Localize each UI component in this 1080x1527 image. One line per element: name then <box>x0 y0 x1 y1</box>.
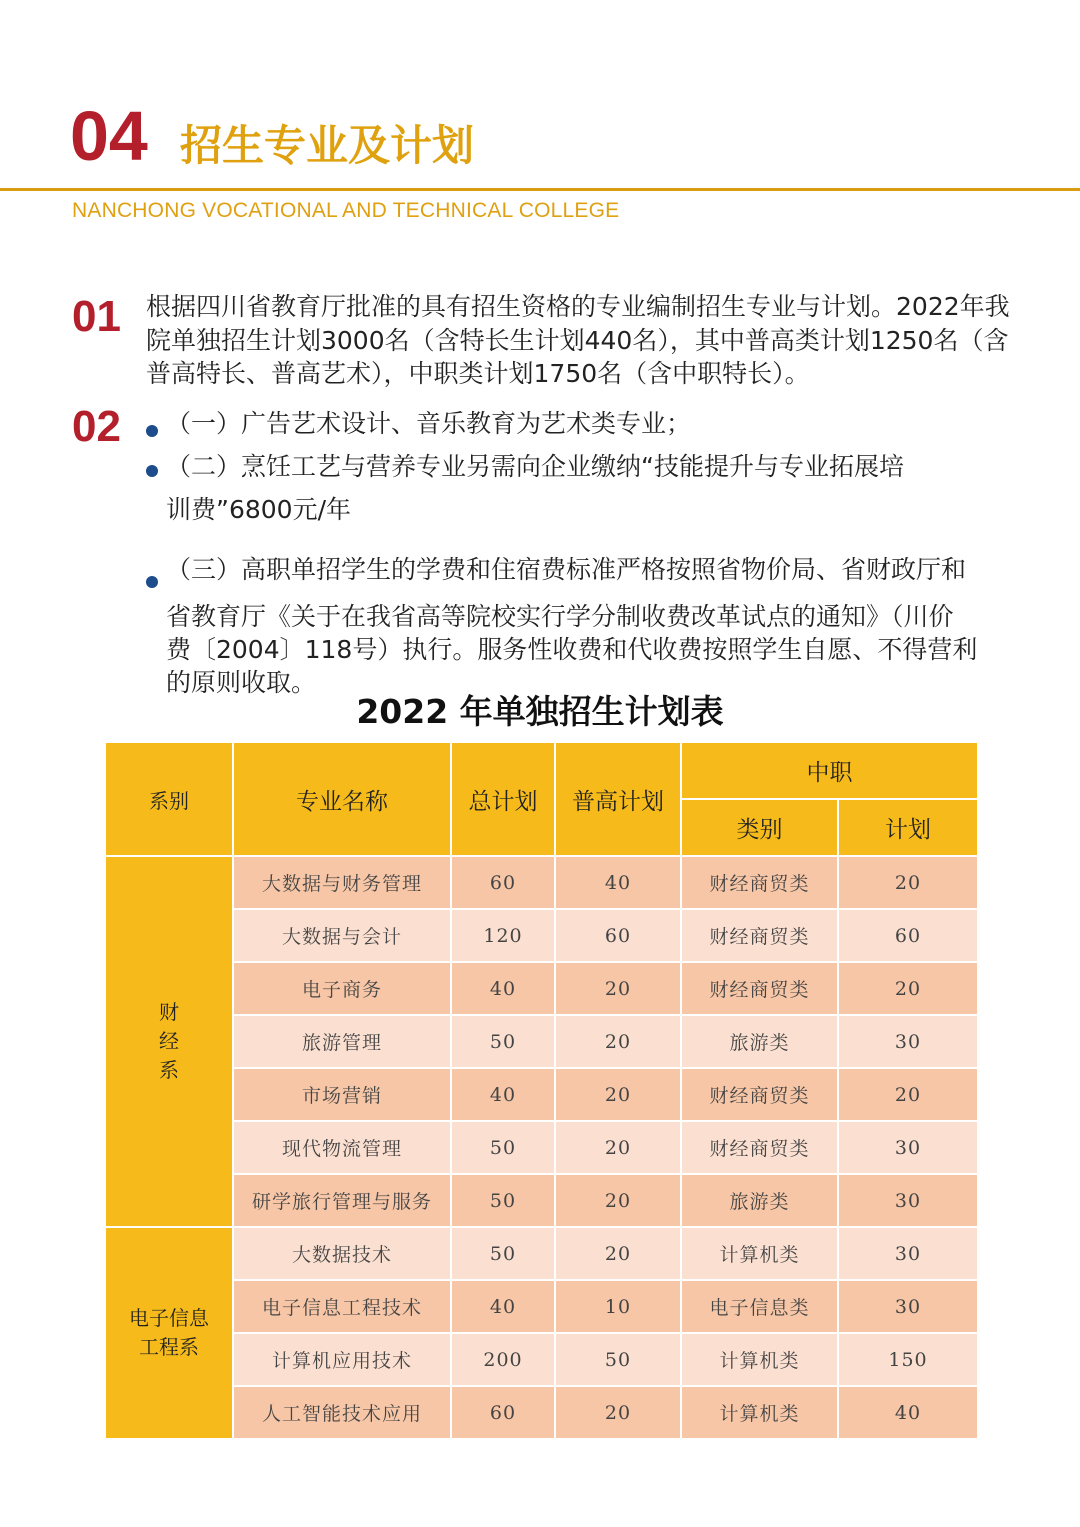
bullet-dot-icon <box>146 425 158 437</box>
plan-cell: 30 <box>838 1174 978 1227</box>
plan-cell: 20 <box>838 1068 978 1121</box>
plan-cell: 20 <box>838 856 978 909</box>
dept-cell-finance <box>105 856 233 1227</box>
table-row <box>105 909 978 962</box>
bullet-dot-icon <box>146 465 158 477</box>
general-cell: 20 <box>555 1121 681 1174</box>
plan-cell: 30 <box>838 1121 978 1174</box>
total-cell: 40 <box>451 962 555 1015</box>
major-cell: 大数据与会计 <box>233 909 451 962</box>
category-cell: 财经商贸类 <box>681 1068 838 1121</box>
category-cell: 计算机类 <box>681 1386 838 1439</box>
table-row <box>105 1121 978 1174</box>
dept-label-line: 工程系 <box>139 1335 199 1359</box>
total-cell: 40 <box>451 1068 555 1121</box>
header-general: 普高计划 <box>555 742 681 856</box>
plan-cell: 30 <box>838 1227 978 1280</box>
bullet-text-3-line3: 费〔2004〕118号）执行。服务性收费和代收费按照学生自愿、不得营利 <box>166 635 978 664</box>
bullet-text-3-line4: 的原则收取。 <box>166 668 317 697</box>
item-01-text: 根据四川省教育厅批准的具有招生资格的专业编制招生专业与计划。2022年我院单独招生计划3000名（含特长生计划440名），其中普高类计划1250名（含普高特长、普高艺术），中职类计划1750名（含中职特长）。 <box>146 292 1010 388</box>
category-cell: 旅游类 <box>681 1174 838 1227</box>
table-row <box>105 1174 978 1227</box>
major-cell: 旅游管理 <box>233 1015 451 1068</box>
item-number-01: 01 <box>72 292 121 341</box>
table-row <box>105 1386 978 1439</box>
category-cell: 财经商贸类 <box>681 856 838 909</box>
college-name: NANCHONG VOCATIONAL AND TECHNICAL COLLEGE <box>72 199 620 222</box>
major-cell: 电子商务 <box>233 962 451 1015</box>
header-divider <box>0 188 1080 191</box>
general-cell: 10 <box>555 1280 681 1333</box>
item-number-02: 02 <box>72 402 121 451</box>
bullet-text-1: （一）广告艺术设计、音乐教育为艺术类专业； <box>166 409 692 438</box>
dept-label-line: 财 <box>159 1000 179 1024</box>
major-cell: 现代物流管理 <box>233 1121 451 1174</box>
category-cell: 旅游类 <box>681 1015 838 1068</box>
section-number: 04 <box>70 97 148 175</box>
header-voc-plan: 计划 <box>838 799 978 856</box>
plan-cell: 40 <box>838 1386 978 1439</box>
total-cell: 50 <box>451 1227 555 1280</box>
major-cell: 大数据技术 <box>233 1227 451 1280</box>
total-cell: 120 <box>451 909 555 962</box>
category-cell: 计算机类 <box>681 1333 838 1386</box>
general-cell: 60 <box>555 909 681 962</box>
table-row <box>105 1227 978 1280</box>
header-vocational: 中职 <box>681 742 978 799</box>
major-cell: 市场营销 <box>233 1068 451 1121</box>
major-cell: 大数据与财务管理 <box>233 856 451 909</box>
table-row <box>105 1333 978 1386</box>
category-cell: 财经商贸类 <box>681 1121 838 1174</box>
dept-label-line: 电子信息 <box>129 1306 209 1330</box>
category-cell: 财经商贸类 <box>681 909 838 962</box>
plan-cell: 150 <box>838 1333 978 1386</box>
general-cell: 20 <box>555 1015 681 1068</box>
table-row <box>105 856 978 909</box>
table-row <box>105 1015 978 1068</box>
section-title: 招生专业及计划 <box>180 121 475 170</box>
total-cell: 200 <box>451 1333 555 1386</box>
total-cell: 60 <box>451 856 555 909</box>
general-cell: 20 <box>555 962 681 1015</box>
dept-label-line: 经 <box>159 1029 179 1053</box>
dept-cell-electronics <box>105 1227 233 1439</box>
bullet-text-2: （二）烹饪工艺与营养专业另需向企业缴纳“技能提升与专业拓展培 <box>166 452 904 481</box>
general-cell: 20 <box>555 1227 681 1280</box>
general-cell: 50 <box>555 1333 681 1386</box>
general-cell: 20 <box>555 1174 681 1227</box>
major-cell: 研学旅行管理与服务 <box>233 1174 451 1227</box>
page-header <box>0 0 1080 240</box>
general-cell: 40 <box>555 856 681 909</box>
major-cell: 电子信息工程技术 <box>233 1280 451 1333</box>
major-cell: 计算机应用技术 <box>233 1333 451 1386</box>
header-total: 总计划 <box>451 742 555 856</box>
category-cell: 计算机类 <box>681 1227 838 1280</box>
plan-cell: 30 <box>838 1015 978 1068</box>
header-major: 专业名称 <box>233 742 451 856</box>
table-row <box>105 1280 978 1333</box>
dept-label-line: 系 <box>159 1058 179 1082</box>
general-cell: 20 <box>555 1068 681 1121</box>
table-title: 2022 年单独招生计划表 <box>356 692 724 731</box>
category-cell: 电子信息类 <box>681 1280 838 1333</box>
table-row <box>105 1068 978 1121</box>
major-cell: 人工智能技术应用 <box>233 1386 451 1439</box>
plan-cell: 20 <box>838 962 978 1015</box>
total-cell: 40 <box>451 1280 555 1333</box>
bullet-text-3-line2: 省教育厅《关于在我省高等院校实行学分制收费改革试点的通知》（川价 <box>166 602 954 631</box>
total-cell: 50 <box>451 1121 555 1174</box>
total-cell: 60 <box>451 1386 555 1439</box>
plan-cell: 60 <box>838 909 978 962</box>
header-dept: 系别 <box>105 742 233 856</box>
header-voc-category: 类别 <box>681 799 838 856</box>
bullet-text-2-cont: 训费”6800元/年 <box>166 495 351 524</box>
table-row <box>105 962 978 1015</box>
total-cell: 50 <box>451 1174 555 1227</box>
total-cell: 50 <box>451 1015 555 1068</box>
bullet-dot-icon <box>146 576 158 588</box>
general-cell: 20 <box>555 1386 681 1439</box>
enrollment-plan-table <box>104 741 979 1440</box>
bullet-text-3: （三）高职单招学生的学费和住宿费标准严格按照省物价局、省财政厅和 <box>166 555 967 584</box>
category-cell: 财经商贸类 <box>681 962 838 1015</box>
plan-cell: 30 <box>838 1280 978 1333</box>
